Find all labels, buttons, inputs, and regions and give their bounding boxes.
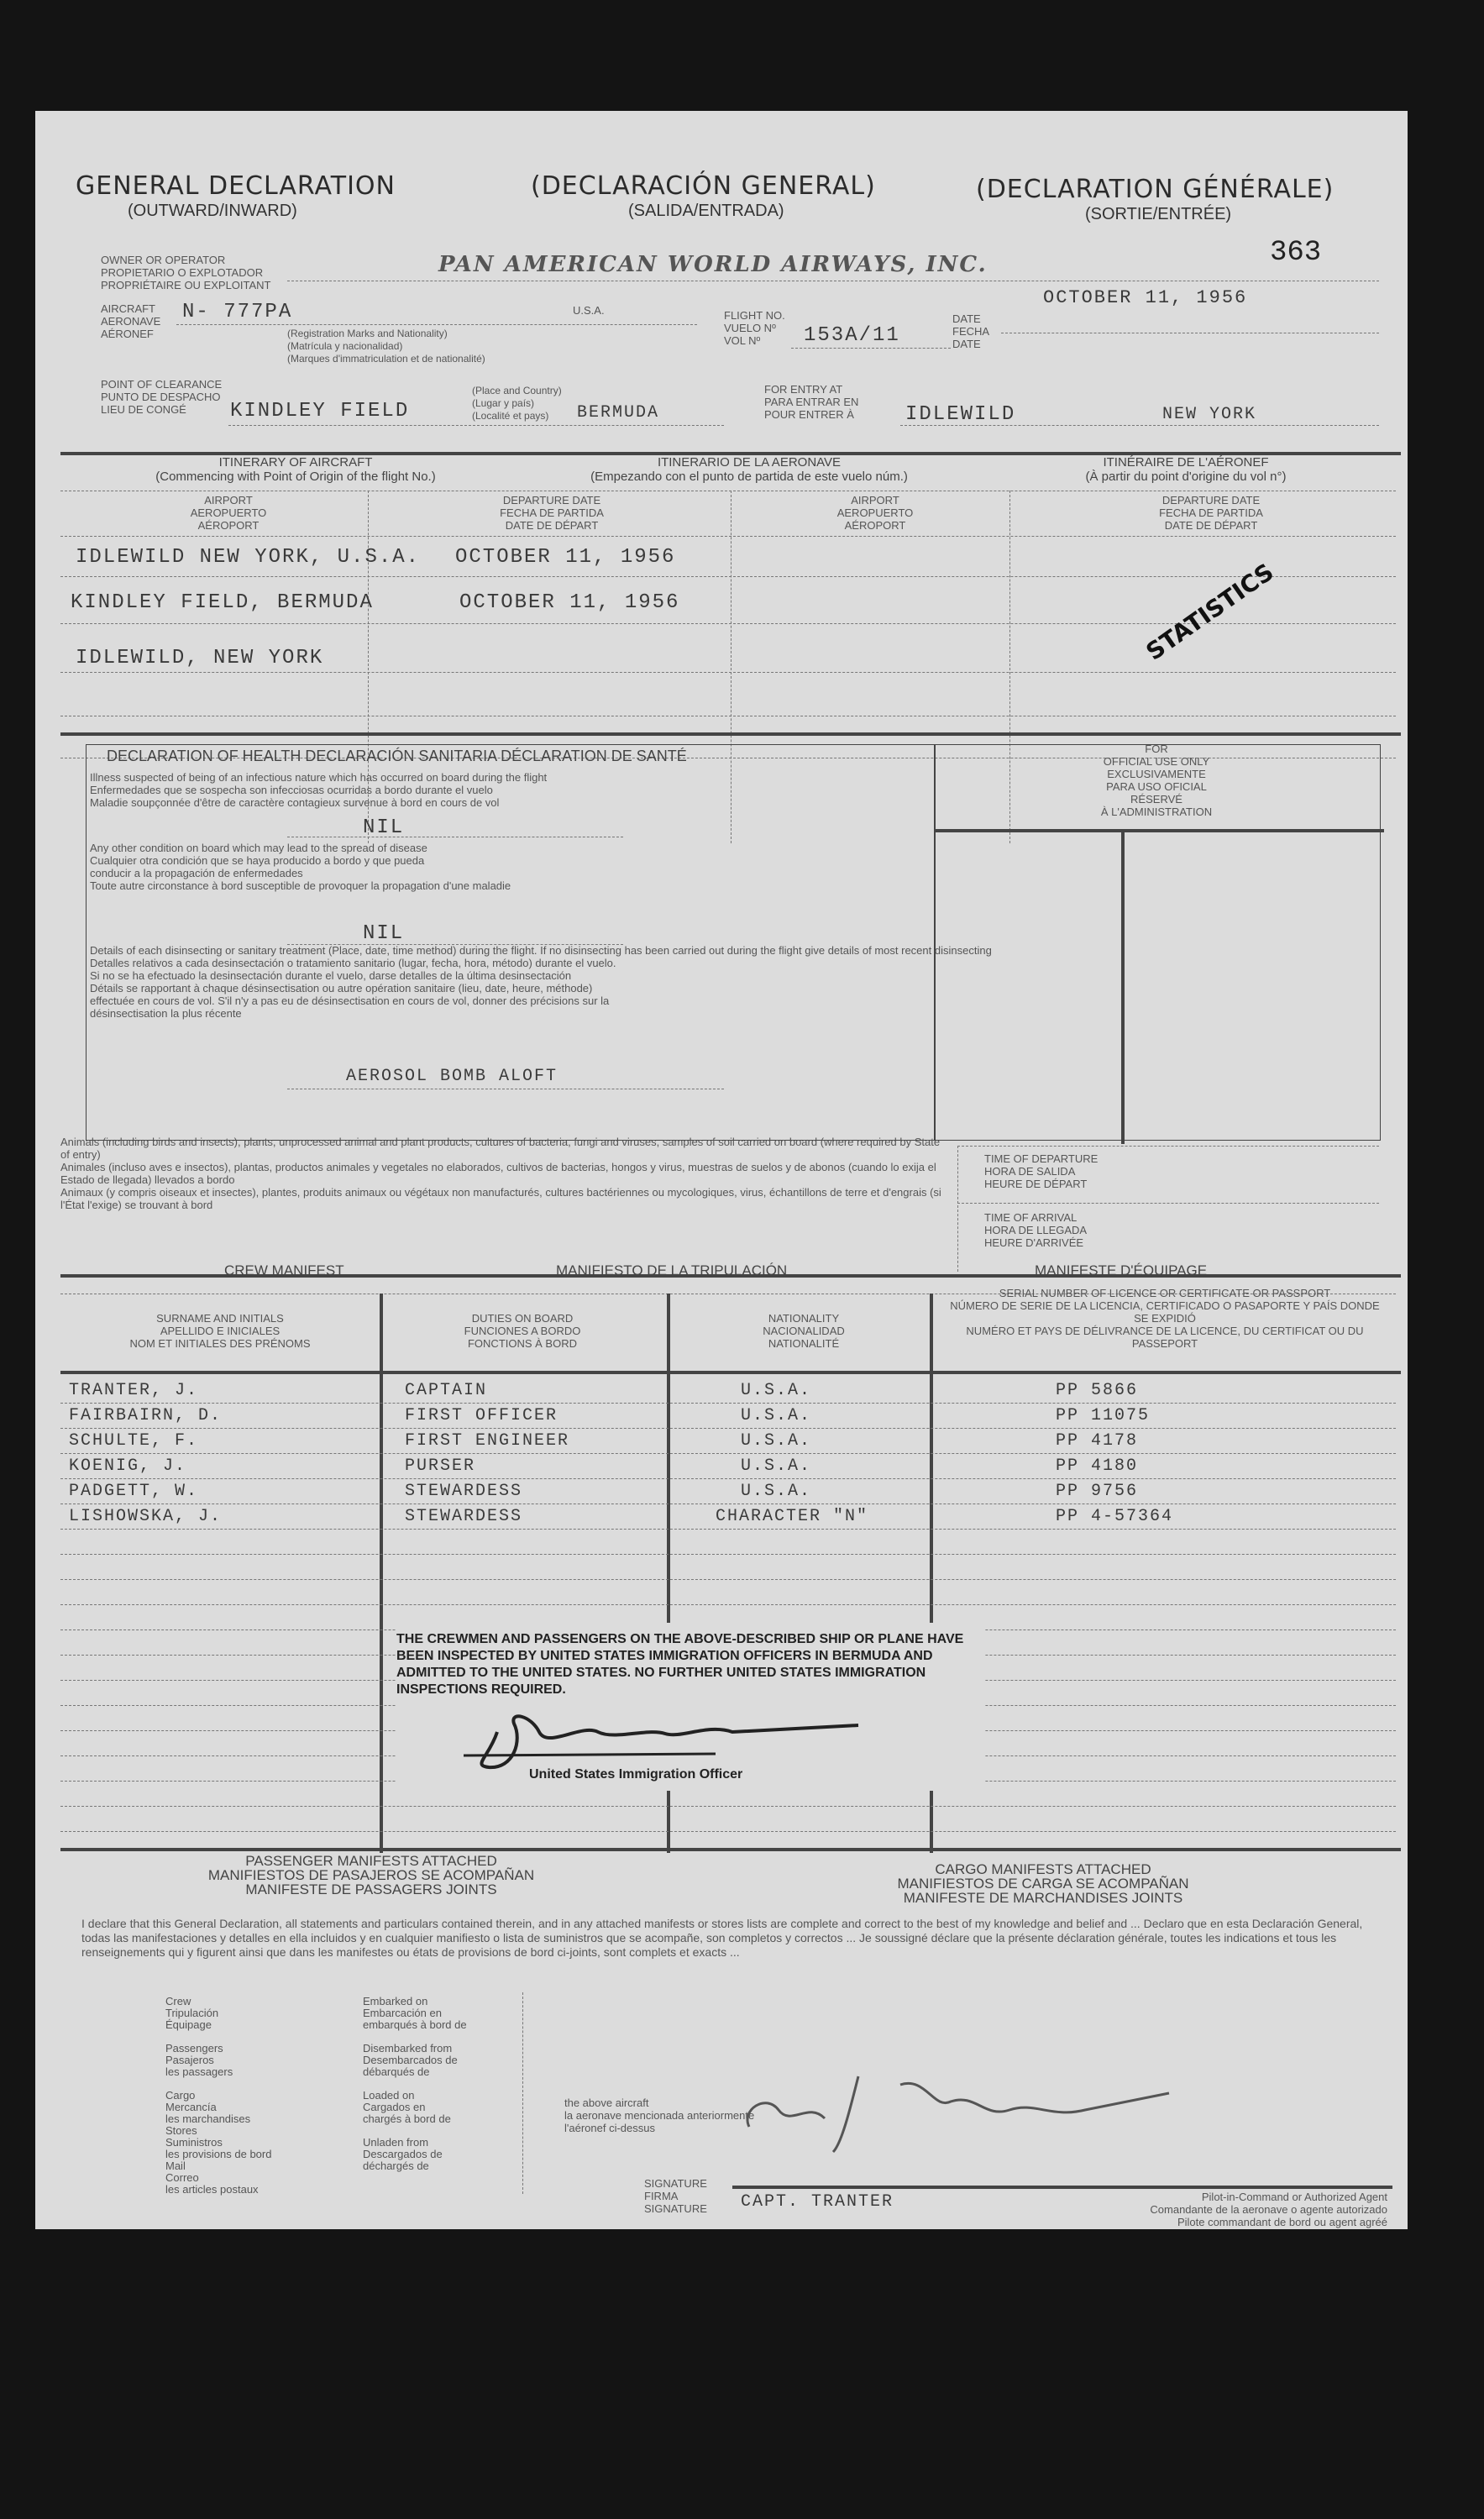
crew-col-duties: DUTIES ON BOARD FUNCIONES A BORDO FONCTIONS À BORD	[464, 1312, 581, 1350]
health-title: DECLARATION OF HEALTH DECLARACIÓN SANITARIA DÉCLARATION DE SANTÉ	[107, 748, 687, 764]
crew-duty: STEWARDESS	[405, 1507, 523, 1526]
crew-row	[60, 1478, 1396, 1505]
clearance-label: POINT OF CLEARANCE PUNTO DE DESPACHO LIEU DE CONGÉ	[101, 378, 223, 416]
crew-col-name: SURNAME AND INITIALS APELLIDO E INICIALES NOM ET INITIALES DES PRÉNOMS	[129, 1312, 311, 1350]
registration-note: (Registration Marks and Nationality) (Matrícula y nacionalidad) (Marques d'immatriculation et de nationalité)	[287, 328, 485, 365]
clearance-point: KINDLEY FIELD	[230, 400, 410, 422]
clearance-country: BERMUDA	[577, 403, 660, 422]
signature-label: SIGNATURE FIRMA SIGNATURE	[644, 2177, 707, 2215]
crew-col-nationality: NATIONALITY NACIONALIDAD NATIONALITÉ	[763, 1312, 845, 1350]
crew-row	[60, 1428, 1396, 1455]
crew-row	[60, 1403, 1396, 1430]
health-question-illness: Illness suspected of being of an infectious nature which has occurred on board during the flight Enfermedades que se sospecha son infecciosas ocurridas a bordo durante el vuelo Maladie soupçonnée d'être de caractère contagieux survenue à bord en cours de vol	[90, 771, 548, 809]
declaration-actions: Embarked on Embarcación en embarqués à bord de Disembarked from Desembarcados de débarqués de Loaded on Cargados en chargés à bord de Unladen from Descargados de déchargés de	[363, 1995, 467, 2172]
arrival-time-label: TIME OF ARRIVAL HORA DE LLEGADA HEURE D'ARRIVÉE	[984, 1211, 1088, 1249]
crew-duty: STEWARDESS	[405, 1482, 523, 1501]
itinerary-row-3-airport: IDLEWILD, NEW YORK	[76, 647, 324, 669]
subtitle-english: (OUTWARD/INWARD)	[128, 202, 297, 220]
title-spanish: (DECLARACIÓN GENERAL)	[531, 171, 876, 201]
subtitle-spanish: (SALIDA/ENTRADA)	[628, 202, 784, 220]
entry-country: NEW YORK	[1162, 405, 1257, 424]
itinerary-title-french: ITINÉRAIRE DE L'AÉRONEF (À partir du point d'origine du vol n°)	[1085, 455, 1287, 484]
passenger-manifests: PASSENGER MANIFESTS ATTACHED MANIFIESTOS DE PASAJEROS SE ACOMPAÑAN MANIFESTE DE PASSAGERS JOINTS	[207, 1853, 535, 1897]
flight-date: OCTOBER 11, 1956	[1043, 287, 1248, 308]
subtitle-french: (SORTIE/ENTRÉE)	[1085, 205, 1232, 223]
aircraft-registration: N- 777PA	[182, 301, 293, 323]
signature-name: CAPT. TRANTER	[741, 2192, 894, 2212]
crew-duty: CAPTAIN	[405, 1381, 488, 1400]
crew-name: SCHULTE, F.	[69, 1431, 199, 1451]
date-label: DATE FECHA DATE	[952, 312, 990, 350]
crew-certificate: PP 4-57364	[1056, 1507, 1174, 1526]
crew-nationality: U.S.A.	[741, 1406, 812, 1425]
itinerary-col-airport-2: AIRPORT AEROPUERTO AÉROPORT	[836, 494, 914, 532]
crew-nationality: U.S.A.	[741, 1431, 812, 1451]
crew-title-english: CREW MANIFEST	[224, 1262, 344, 1278]
crew-certificate: PP 4178	[1056, 1431, 1139, 1451]
crew-row	[60, 1453, 1396, 1480]
serial-number: 363	[1270, 237, 1322, 269]
crew-certificate: PP 11075	[1056, 1406, 1151, 1425]
itinerary-col-airport: AIRPORT AEROPUERTO AÉROPORT	[190, 494, 267, 532]
official-use-title: FOR OFFICIAL USE ONLY EXCLUSIVAMENTE PARA USO OFICIAL RÉSERVÉ À L'ADMINISTRATION	[1100, 743, 1213, 818]
crew-duty: PURSER	[405, 1456, 476, 1476]
health-answer-disinsecting: AEROSOL BOMB ALOFT	[346, 1067, 558, 1086]
crew-row	[60, 1504, 1396, 1530]
officer-signature	[464, 1707, 934, 1774]
cargo-manifests: CARGO MANIFESTS ATTACHED MANIFIESTOS DE CARGA SE ACOMPAÑAN MANIFESTE DE MARCHANDISES JOINTS	[897, 1861, 1189, 1906]
crew-certificate: PP 5866	[1056, 1381, 1139, 1400]
crew-name: FAIRBAIRN, D.	[69, 1406, 223, 1425]
crew-duty: FIRST ENGINEER	[405, 1431, 570, 1451]
crew-title-spanish: MANIFIESTO DE LA TRIPULACIÓN	[556, 1262, 788, 1278]
itinerary-row-1-date: OCTOBER 11, 1956	[455, 546, 676, 569]
declaration-form	[35, 111, 1408, 2229]
declaration-statement: I declare that this General Declaration, all statements and particulars contained therein, and in any attached manifests or stores lists are complete and correct to the best of my knowledge and belief and ... Declaro que en esta Declaración General, todas las manifestaciones y detalles en ella incluidos y en cualquier manifiesto o lista de suministros que se acompañe, son completos y correctos ... Je soussigné déclare que la présente déclaration générale, toutes les indications et tous les renseignements qui y figurent ainsi que dans les manifestes ou états de provisions de bord ci-joints, sont complets et exacts ...	[81, 1917, 1363, 1959]
title-english: GENERAL DECLARATION	[76, 171, 396, 201]
crew-title-french: MANIFESTE D'ÉQUIPAGE	[1035, 1262, 1208, 1278]
crew-name: TRANTER, J.	[69, 1381, 199, 1400]
immigration-officer-label: United States Immigration Officer	[529, 1767, 743, 1782]
immigration-stamp	[396, 1623, 984, 1791]
itinerary-title-english: ITINERARY OF AIRCRAFT (Commencing with Point of Origin of the flight No.)	[155, 455, 436, 484]
itinerary-title-spanish: ITINERARIO DE LA AERONAVE (Empezando con el punto de partida de este vuelo núm.)	[590, 455, 908, 484]
itinerary-col-departure-2: DEPARTURE DATE FECHA DE PARTIDA DATE DE DÉPART	[1159, 494, 1263, 532]
title-french: (DECLARATION GÉNÉRALE)	[976, 175, 1335, 204]
crew-nationality: U.S.A.	[741, 1381, 812, 1400]
owner-value: PAN AMERICAN WORLD AIRWAYS, INC.	[438, 252, 988, 277]
departure-time-label: TIME OF DEPARTURE HORA DE SALIDA HEURE DE DÉPART	[984, 1152, 1099, 1190]
crew-duty: FIRST OFFICER	[405, 1406, 558, 1425]
animals-plants-note: Animals (including birds and insects), plants, unprocessed animal and plant products, cultures of bacteria, fungi and viruses, samples of soil carried on board (where required by State of entry) Animales (incluso aves e insectos), plantas, productos animales y vegetales no elaborados, cultivos de bacterias, hongos y virus, muestras de suelos y de abonos (cuando lo exija el Estado de llegada) llevados a bordo Animaux (y compris oiseaux et insectes), plantes, produits animaux ou végétaux non manufacturés, cultures bactériennes ou mycologiques, virus, échantillons de terre et d'engrais (si l'État l'exige) se trouvant à bord	[60, 1136, 941, 1211]
crew-name: LISHOWSKA, J.	[69, 1507, 223, 1526]
itinerary-row-2-date: OCTOBER 11, 1956	[459, 591, 680, 614]
immigration-notice: THE CREWMEN AND PASSENGERS ON THE ABOVE-DESCRIBED SHIP OR PLANE HAVE BEEN INSPECTED BY UNITED STATES IMMIGRATION OFFICERS IN BERMUDA AND ADMITTED TO THE UNITED STATES. NO FURTHER UNITED STATES IMMIGRATION INSPECTIONS REQUIRED.	[396, 1632, 964, 1697]
aircraft-note: the above aircraft la aeronave mencionada anteriormente l'aéronef ci-dessus	[564, 2097, 755, 2134]
crew-nationality: CHARACTER "N"	[716, 1507, 869, 1526]
entry-point: IDLEWILD	[905, 403, 1016, 426]
crew-certificate: PP 9756	[1056, 1482, 1139, 1501]
aircraft-label: AIRCRAFT AERONAVE AÉRONEF	[101, 302, 161, 340]
crew-nationality: U.S.A.	[741, 1482, 812, 1501]
statistics-stamp: STATISTICS	[1141, 558, 1279, 666]
captain-signature	[732, 2060, 1203, 2160]
agent-label: Pilot-in-Command or Authorized Agent Comandante de la aeronave o agente autorizado Pilote commandant de bord ou agent agréé	[1150, 2191, 1387, 2228]
crew-name: KOENIG, J.	[69, 1456, 187, 1476]
flight-label: FLIGHT NO. VUELO Nº VOL Nº	[724, 309, 785, 347]
itinerary-row-2-airport: KINDLEY FIELD, BERMUDA	[71, 591, 374, 614]
crew-nationality: U.S.A.	[741, 1456, 812, 1476]
health-question-other: Any other condition on board which may lead to the spread of disease Cualquier otra condición que se haya producido a bordo y que pueda conducir a la propagación de enfermedades Toute autre circonstance à bord susceptible de provoquer la propagation d'une maladie	[90, 842, 511, 892]
itinerary-col-departure: DEPARTURE DATE FECHA DE PARTIDA DATE DE DÉPART	[500, 494, 604, 532]
health-answer-illness: NIL	[363, 816, 405, 839]
health-question-disinsecting: Details of each disinsecting or sanitary treatment (Place, date, time method) during the flight. If no disinsecting has been carried out during the flight give details of most recent disinsecting Detalles relativos a cada desinsectación o tratamiento sanitario (lugar, fecha, hora, método) durante el vuelo. Si no se ha efectuado la desinsectación durante el vuelo, darse detalles de la última desinsectación Détails se rapportant à chaque désinsectisation ou autre opération sanitaire (lieu, date, heure, méthode) effectuée en cours de vol. S'il n'y a pas eu de désinsectisation en cours de vol, donner des précisions sur la désinsectisation la plus récente	[90, 944, 992, 1020]
owner-label: OWNER OR OPERATOR PROPIETARIO O EXPLOTADOR PROPRIÉTAIRE OU EXPLOITANT	[101, 254, 271, 291]
health-answer-other: NIL	[363, 922, 405, 945]
clearance-place-note: (Place and Country) (Lugar y país) (Localité et pays)	[472, 385, 562, 422]
declaration-categories: Crew Tripulación Équipage Passengers Pasajeros les passagers Cargo Mercancía les marchandises Stores Suministros les provisions de bord Mail Correo les articles postaux	[165, 1995, 272, 2196]
aircraft-country: U.S.A.	[573, 304, 605, 317]
crew-row	[60, 1378, 1396, 1404]
crew-col-certificate: SERIAL NUMBER OF LICENCE OR CERTIFICATE OR PASSPORT NÚMERO DE SERIE DE LA LICENCIA, CERTIFICADO O PASAPORTE Y PAÍS DONDE SE EXPIDIÓ NUMÉRO ET PAYS DE DÉLIVRANCE DE LA LICENCE, DU CERTIFICAT OU DU PASSEPORT	[950, 1287, 1380, 1350]
flight-number: 153A/11	[804, 324, 900, 347]
itinerary-row-1-airport: IDLEWILD NEW YORK, U.S.A.	[76, 546, 421, 569]
crew-name: PADGETT, W.	[69, 1482, 199, 1501]
entry-label: FOR ENTRY AT PARA ENTRAR EN POUR ENTRER À	[764, 383, 859, 421]
crew-certificate: PP 4180	[1056, 1456, 1139, 1476]
